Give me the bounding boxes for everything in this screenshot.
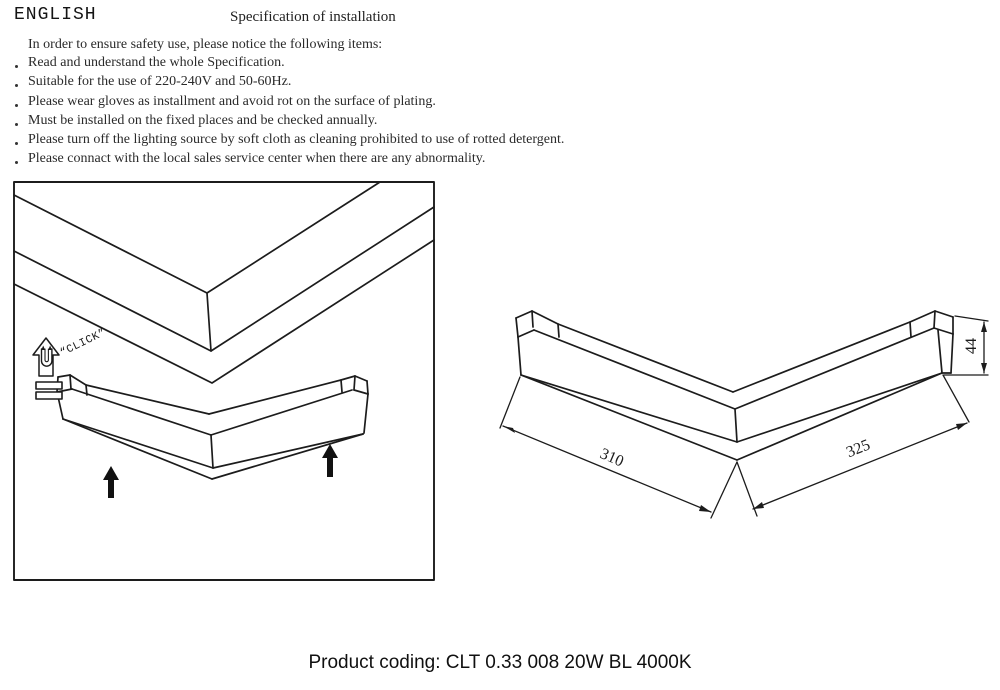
notice-text: Suitable for the use of 220-240V and 50-60Hz. — [28, 74, 292, 90]
up-arrow-icon — [103, 466, 119, 498]
language-label: ENGLISH — [14, 5, 97, 25]
dimension-value-left: 310 — [597, 445, 627, 471]
dimension-value-height: 44 — [963, 338, 980, 354]
corner-light-fixture — [57, 375, 368, 479]
notice-intro: In order to ensure safety use, please notice the following items: — [28, 37, 383, 52]
notice-text: Please turn off the lighting source by soft cloth as cleaning prohibited to use of rotted detergent. — [28, 132, 565, 148]
notice-text: Please wear gloves as installment and avoid rot on the surface of plating. — [28, 93, 436, 109]
notice-text: Must be installed on the fixed places and be checked annually. — [28, 112, 378, 128]
dimension-value-right: 325 — [844, 436, 873, 462]
installation-diagram — [14, 182, 434, 580]
page-title: Specification of installation — [230, 9, 396, 25]
diagram-frame — [14, 182, 434, 580]
fixture-outline — [516, 311, 953, 460]
notice-text: Read and understand the whole Specification. — [28, 55, 285, 70]
notice-text: Please connact with the local sales service center when there are any abnormality. — [28, 151, 486, 167]
up-arrow-icon — [322, 444, 338, 477]
product-coding: Product coding: CLT 0.33 008 20W BL 4000K — [308, 652, 692, 673]
click-label: “CLICK” — [58, 327, 109, 360]
dimension-diagram — [500, 311, 988, 518]
dimension-labels — [597, 338, 980, 470]
